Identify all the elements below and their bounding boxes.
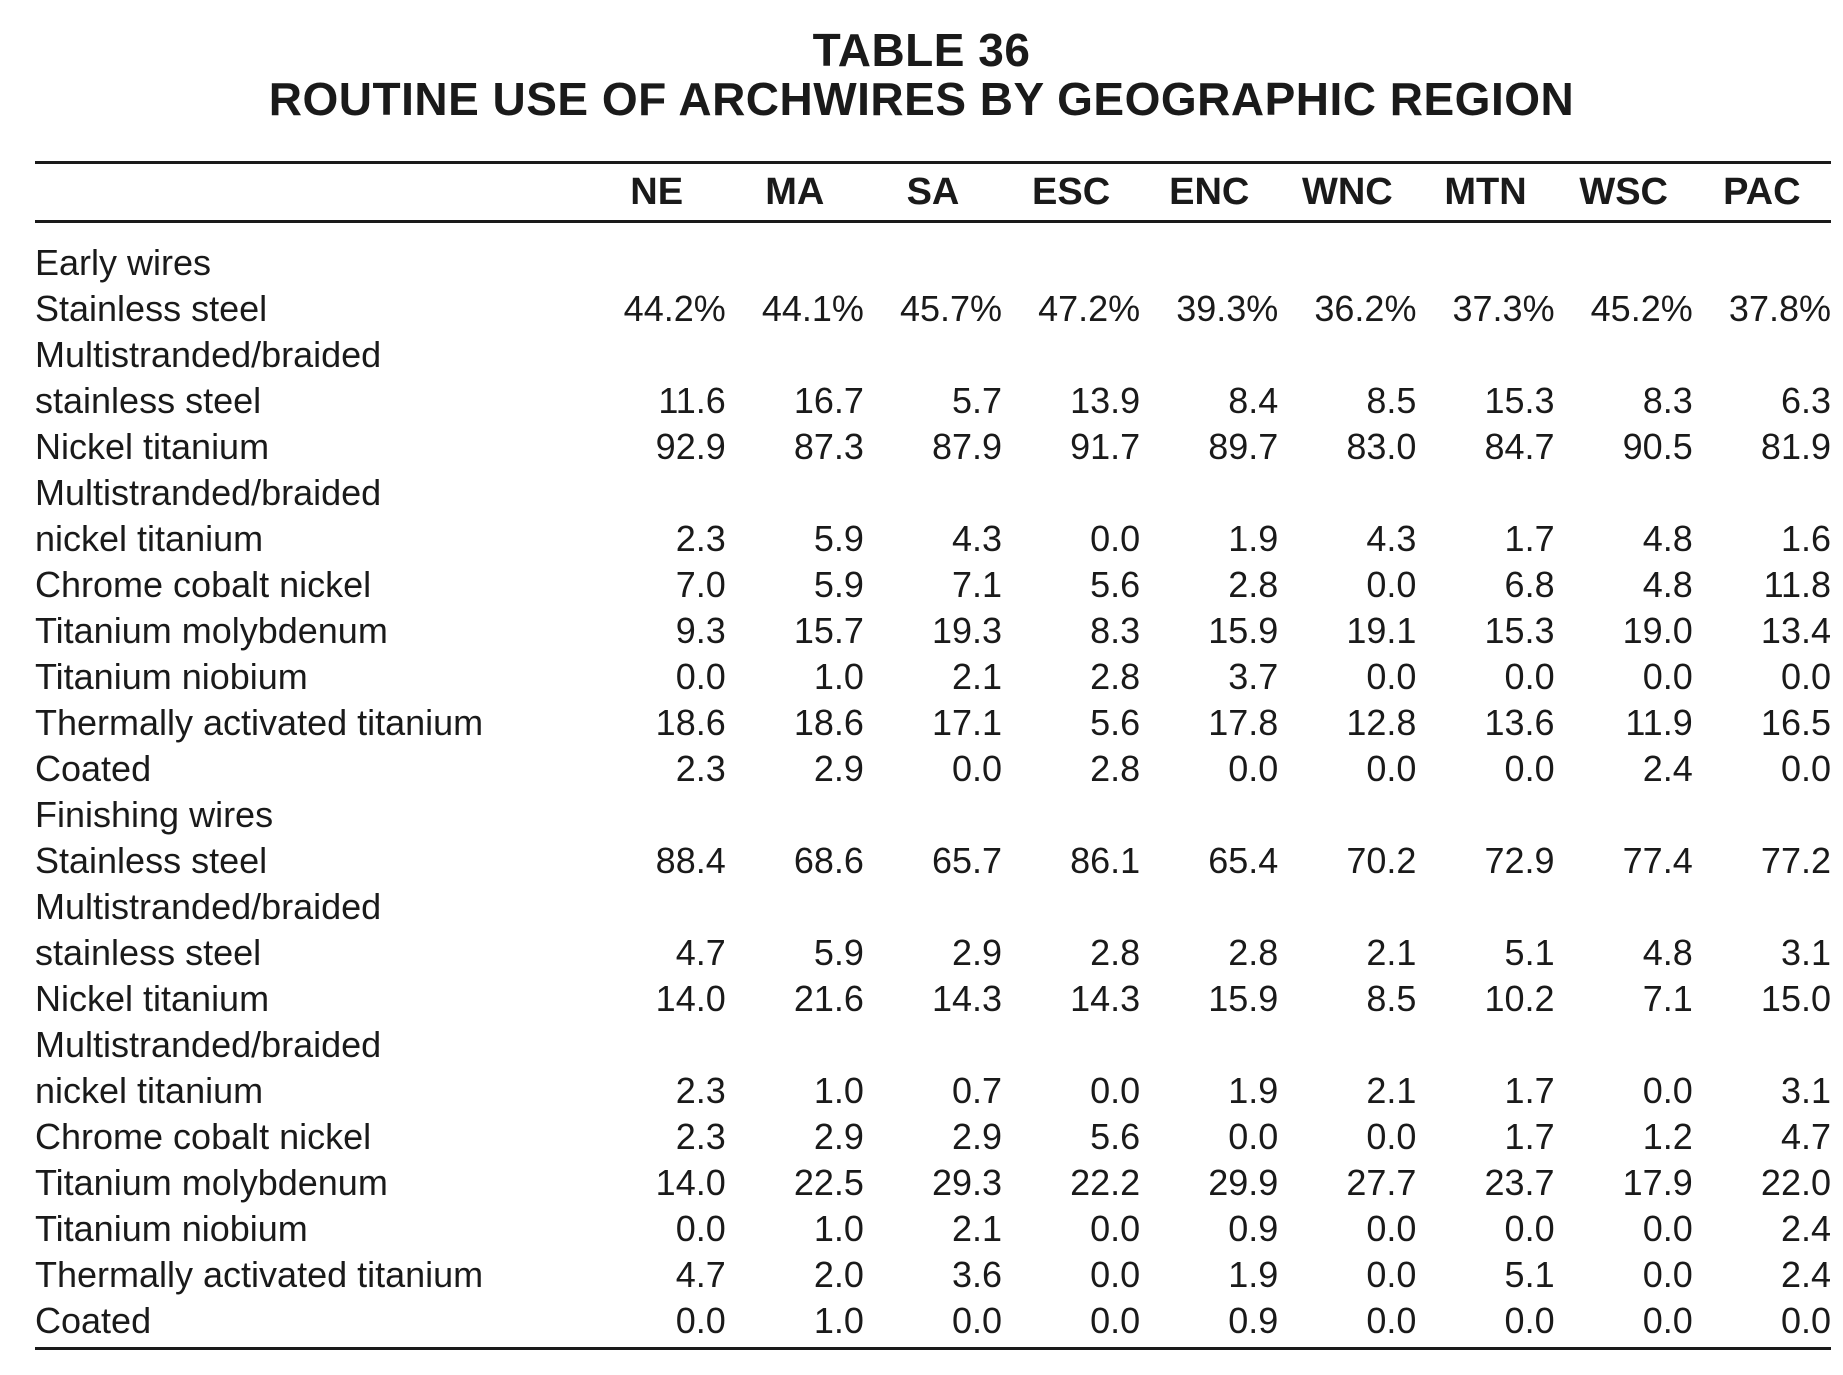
value-cell: 0.9: [1228, 1208, 1279, 1249]
table-row: [35, 654, 1831, 700]
empty-cell: [864, 220, 1002, 240]
value-cell: 0.0: [1504, 1208, 1555, 1249]
value-cell: 0.0: [1090, 1300, 1141, 1341]
row-label: Titanium niobium: [35, 1208, 308, 1249]
value-cell: 5.1: [1504, 932, 1555, 973]
table-row: [35, 1252, 1831, 1298]
value-cell: 5.6: [1090, 564, 1141, 605]
empty-cell: [1416, 884, 1554, 930]
value-cell: 47.2%: [1038, 288, 1141, 329]
value-cell: 15.7: [793, 610, 864, 651]
empty-cell: [1555, 884, 1693, 930]
value-cell: 65.4: [1208, 840, 1279, 881]
value-cell: 0.0: [1780, 1300, 1831, 1341]
value-cell: 0.0: [951, 748, 1003, 789]
empty-cell: [1278, 1022, 1416, 1068]
value-cell: 1.6: [1780, 518, 1831, 559]
value-cell: 3.6: [951, 1254, 1003, 1295]
value-cell: 13.6: [1484, 702, 1555, 743]
value-cell: 4.8: [1642, 932, 1693, 973]
value-cell: 22.2: [1070, 1162, 1141, 1203]
empty-cell: [1002, 792, 1140, 838]
value-cell: 44.1%: [761, 288, 864, 329]
value-cell: 2.9: [951, 1116, 1003, 1157]
value-cell: 15.3: [1484, 610, 1555, 651]
row-label: Titanium molybdenum: [35, 1162, 388, 1203]
table-row: [35, 1206, 1831, 1252]
empty-cell: [1278, 332, 1416, 378]
empty-cell: [726, 884, 864, 930]
value-cell: 5.7: [951, 380, 1003, 421]
value-cell: 2.9: [813, 748, 864, 789]
empty-cell: [1693, 470, 1831, 516]
empty-cell: [1140, 220, 1278, 240]
value-cell: 45.7%: [899, 288, 1003, 329]
empty-cell: [1140, 1022, 1278, 1068]
row-label: Multistranded/braided: [35, 334, 382, 375]
value-cell: 0.0: [1090, 1208, 1141, 1249]
table-body: [35, 220, 1831, 1344]
value-cell: 4.7: [1780, 1116, 1831, 1157]
table-row-label: [35, 332, 1831, 378]
empty-cell: [588, 792, 726, 838]
value-cell: 11.9: [1625, 702, 1693, 743]
value-cell: 1.0: [813, 1300, 864, 1341]
empty-cell: [1416, 470, 1554, 516]
row-label-continued: stainless steel: [35, 380, 262, 421]
row-label: Stainless steel: [35, 840, 268, 881]
value-cell: 91.7: [1070, 426, 1141, 467]
empty-cell: [1555, 1022, 1693, 1068]
value-cell: 84.7: [1484, 426, 1555, 467]
table-row: [35, 608, 1831, 654]
empty-cell: [1693, 884, 1831, 930]
value-cell: 2.8: [1228, 932, 1279, 973]
archwire-table: [35, 164, 1831, 1344]
value-cell: 15.9: [1208, 978, 1279, 1019]
value-cell: 22.5: [793, 1162, 864, 1203]
value-cell: 0.0: [1504, 1300, 1555, 1341]
empty-cell: [1002, 220, 1140, 240]
value-cell: 8.5: [1366, 380, 1417, 421]
table-row: [35, 1298, 1831, 1344]
value-cell: 1.9: [1228, 518, 1279, 559]
empty-cell: [726, 220, 864, 240]
row-label: Multistranded/braided: [35, 1024, 382, 1065]
value-cell: 29.3: [931, 1162, 1003, 1203]
empty-cell: [1693, 1022, 1831, 1068]
value-cell: 8.3: [1090, 610, 1141, 651]
value-cell: 22.0: [1760, 1162, 1831, 1203]
empty-cell: [864, 884, 1002, 930]
column-header: SA: [906, 171, 960, 213]
row-label: Stainless steel: [35, 288, 268, 329]
section-row: [35, 792, 1831, 838]
empty-cell: [1002, 884, 1140, 930]
value-cell: 0.0: [1366, 564, 1417, 605]
empty-cell: [726, 1022, 864, 1068]
empty-cell: [864, 792, 1002, 838]
value-cell: 19.1: [1346, 610, 1417, 651]
spacer-row: [35, 220, 1831, 240]
value-cell: 17.1: [931, 702, 1003, 743]
value-cell: 1.0: [813, 1208, 864, 1249]
value-cell: 8.4: [1228, 380, 1279, 421]
table-row: [35, 378, 1831, 424]
value-cell: 0.9: [1228, 1300, 1279, 1341]
row-label: Multistranded/braided: [35, 472, 382, 513]
empty-cell: [1278, 220, 1416, 240]
value-cell: 7.1: [951, 564, 1003, 605]
value-cell: 45.2%: [1590, 288, 1693, 329]
value-cell: 11.6: [658, 380, 726, 421]
row-label: Chrome cobalt nickel: [35, 564, 372, 605]
empty-cell: [1555, 470, 1693, 516]
value-cell: 1.7: [1504, 518, 1555, 559]
empty-cell: [1555, 220, 1693, 240]
value-cell: 0.0: [1090, 1070, 1141, 1111]
value-cell: 2.1: [951, 656, 1003, 697]
table-row: [35, 976, 1831, 1022]
empty-cell: [1140, 470, 1278, 516]
value-cell: 14.3: [931, 978, 1003, 1019]
value-cell: 9.3: [675, 610, 726, 651]
empty-cell: [1693, 240, 1831, 286]
empty-cell: [1416, 220, 1554, 240]
empty-cell: [726, 792, 864, 838]
value-cell: 15.3: [1484, 380, 1555, 421]
table-row: [35, 1068, 1831, 1114]
empty-cell: [1140, 240, 1278, 286]
value-cell: 7.0: [675, 564, 726, 605]
value-cell: 2.4: [1642, 748, 1693, 789]
value-cell: 77.2: [1760, 840, 1831, 881]
value-cell: 87.3: [793, 426, 864, 467]
empty-cell: [1002, 332, 1140, 378]
value-cell: 4.7: [675, 932, 726, 973]
section-label: Finishing wires: [35, 794, 274, 835]
row-label: Titanium niobium: [35, 656, 308, 697]
value-cell: 27.7: [1346, 1162, 1417, 1203]
value-cell: 0.0: [1504, 748, 1555, 789]
value-cell: 0.0: [1228, 748, 1279, 789]
value-cell: 0.0: [1366, 1300, 1417, 1341]
value-cell: 1.0: [813, 1070, 864, 1111]
value-cell: 15.9: [1208, 610, 1279, 651]
empty-cell: [864, 240, 1002, 286]
value-cell: 39.3%: [1176, 288, 1279, 329]
value-cell: 0.0: [1366, 1254, 1417, 1295]
empty-cell: [726, 332, 864, 378]
value-cell: 2.8: [1090, 748, 1141, 789]
value-cell: 16.5: [1760, 702, 1831, 743]
empty-cell: [1278, 792, 1416, 838]
value-cell: 8.3: [1642, 380, 1693, 421]
value-cell: 7.1: [1642, 978, 1693, 1019]
value-cell: 2.3: [675, 748, 726, 789]
value-cell: 2.4: [1780, 1208, 1831, 1249]
empty-cell: [1693, 220, 1831, 240]
column-header: MA: [765, 171, 825, 213]
table-row-label: [35, 884, 1831, 930]
table-row: [35, 516, 1831, 562]
row-label-continued: stainless steel: [35, 932, 262, 973]
value-cell: 5.1: [1504, 1254, 1555, 1295]
column-header: ENC: [1169, 171, 1250, 213]
row-label: Titanium molybdenum: [35, 610, 388, 651]
value-cell: 2.3: [675, 1116, 726, 1157]
empty-cell: [1416, 1022, 1554, 1068]
value-cell: 0.0: [1642, 1300, 1693, 1341]
value-cell: 44.2%: [623, 288, 726, 329]
section-row: [35, 240, 1831, 286]
value-cell: 5.6: [1090, 1116, 1141, 1157]
value-cell: 18.6: [793, 702, 864, 743]
value-cell: 1.7: [1504, 1070, 1555, 1111]
value-cell: 0.0: [675, 1208, 726, 1249]
empty-cell: [588, 470, 726, 516]
value-cell: 0.0: [1780, 748, 1831, 789]
value-cell: 29.9: [1208, 1162, 1279, 1203]
empty-cell: [864, 332, 1002, 378]
table-row: [35, 838, 1831, 884]
table-row: [35, 286, 1831, 332]
table-row: [35, 700, 1831, 746]
value-cell: 0.0: [1366, 748, 1417, 789]
value-cell: 0.0: [675, 656, 726, 697]
empty-cell: [1416, 240, 1554, 286]
value-cell: 12.8: [1346, 702, 1417, 743]
value-cell: 70.2: [1346, 840, 1417, 881]
value-cell: 1.9: [1228, 1254, 1279, 1295]
value-cell: 14.3: [1070, 978, 1141, 1019]
row-label: Thermally activated titanium: [35, 1254, 484, 1295]
value-cell: 17.9: [1622, 1162, 1693, 1203]
value-cell: 18.6: [655, 702, 726, 743]
value-cell: 3.1: [1780, 1070, 1831, 1111]
value-cell: 0.0: [1366, 1116, 1417, 1157]
empty-cell: [1416, 792, 1554, 838]
value-cell: 23.7: [1484, 1162, 1555, 1203]
value-cell: 0.0: [1366, 656, 1417, 697]
table-row: [35, 562, 1831, 608]
value-cell: 88.4: [655, 840, 726, 881]
table-row: [35, 746, 1831, 792]
value-cell: 4.3: [951, 518, 1003, 559]
empty-cell: [1555, 240, 1693, 286]
value-cell: 5.9: [813, 932, 864, 973]
empty-cell: [1555, 332, 1693, 378]
row-label: Multistranded/braided: [35, 886, 382, 927]
value-cell: 6.8: [1504, 564, 1555, 605]
row-label: Nickel titanium: [35, 978, 270, 1019]
empty-cell: [1002, 470, 1140, 516]
value-cell: 37.3%: [1452, 288, 1555, 329]
value-cell: 19.3: [931, 610, 1003, 651]
table-row: [35, 1160, 1831, 1206]
value-cell: 21.6: [793, 978, 864, 1019]
value-cell: 19.0: [1622, 610, 1693, 651]
value-cell: 0.0: [1642, 1070, 1693, 1111]
empty-cell: [1140, 792, 1278, 838]
value-cell: 5.9: [813, 518, 864, 559]
value-cell: 0.7: [951, 1070, 1003, 1111]
row-label: Nickel titanium: [35, 426, 270, 467]
empty-cell: [588, 1022, 726, 1068]
value-cell: 10.2: [1484, 978, 1555, 1019]
empty-cell: [588, 220, 726, 240]
row-label: Coated: [35, 1300, 152, 1341]
value-cell: 3.1: [1780, 932, 1831, 973]
value-cell: 77.4: [1622, 840, 1693, 881]
value-cell: 1.0: [813, 656, 864, 697]
value-cell: 1.9: [1228, 1070, 1279, 1111]
value-cell: 5.6: [1090, 702, 1141, 743]
empty-cell: [1555, 792, 1693, 838]
value-cell: 0.0: [1642, 1254, 1693, 1295]
table-row: [35, 424, 1831, 470]
row-label: Thermally activated titanium: [35, 702, 484, 743]
empty-cell: [588, 884, 726, 930]
value-cell: 2.3: [675, 1070, 726, 1111]
empty-cell: [35, 220, 588, 240]
column-header: WSC: [1579, 171, 1668, 213]
row-label-continued: nickel titanium: [35, 518, 264, 559]
value-cell: 2.1: [1366, 1070, 1417, 1111]
value-cell: 89.7: [1208, 426, 1279, 467]
value-cell: 14.0: [655, 978, 726, 1019]
empty-cell: [726, 240, 864, 286]
header-corner: [35, 164, 588, 220]
value-cell: 0.0: [1366, 1208, 1417, 1249]
value-cell: 92.9: [655, 426, 726, 467]
value-cell: 2.1: [1366, 932, 1417, 973]
column-header: MTN: [1444, 171, 1527, 213]
empty-cell: [1416, 332, 1554, 378]
value-cell: 81.9: [1760, 426, 1831, 467]
value-cell: 4.8: [1642, 518, 1693, 559]
value-cell: 36.2%: [1314, 288, 1417, 329]
value-cell: 65.7: [931, 840, 1003, 881]
value-cell: 0.0: [675, 1300, 726, 1341]
column-header: PAC: [1723, 171, 1801, 213]
empty-cell: [1002, 1022, 1140, 1068]
value-cell: 0.0: [1780, 656, 1831, 697]
value-cell: 2.8: [1228, 564, 1279, 605]
value-cell: 2.0: [813, 1254, 864, 1295]
empty-cell: [1140, 884, 1278, 930]
value-cell: 13.4: [1760, 610, 1831, 651]
value-cell: 2.4: [1780, 1254, 1831, 1295]
table-row: [35, 930, 1831, 976]
value-cell: 0.0: [1504, 656, 1555, 697]
table-row-label: [35, 1022, 1831, 1068]
value-cell: 2.3: [675, 518, 726, 559]
value-cell: 1.7: [1504, 1116, 1555, 1157]
column-header: ESC: [1032, 171, 1111, 213]
value-cell: 90.5: [1622, 426, 1693, 467]
value-cell: 15.0: [1760, 978, 1831, 1019]
value-cell: 72.9: [1484, 840, 1555, 881]
value-cell: 0.0: [951, 1300, 1003, 1341]
value-cell: 37.8%: [1728, 288, 1831, 329]
value-cell: 4.3: [1366, 518, 1417, 559]
value-cell: 83.0: [1346, 426, 1417, 467]
row-label: Coated: [35, 748, 152, 789]
bottom-rule: [35, 1347, 1831, 1350]
empty-cell: [588, 240, 726, 286]
empty-cell: [1278, 240, 1416, 286]
table-number: TABLE 36: [812, 24, 1031, 76]
value-cell: 1.2: [1642, 1116, 1693, 1157]
value-cell: 11.8: [1763, 564, 1831, 605]
row-label: Chrome cobalt nickel: [35, 1116, 372, 1157]
table-row: [35, 1114, 1831, 1160]
empty-cell: [1002, 240, 1140, 286]
value-cell: 2.8: [1090, 932, 1141, 973]
section-label: Early wires: [35, 242, 212, 283]
empty-cell: [1278, 470, 1416, 516]
value-cell: 17.8: [1208, 702, 1279, 743]
column-header: NE: [630, 171, 684, 213]
value-cell: 4.7: [675, 1254, 726, 1295]
value-cell: 86.1: [1070, 840, 1141, 881]
value-cell: 13.9: [1070, 380, 1141, 421]
value-cell: 87.9: [931, 426, 1003, 467]
value-cell: 0.0: [1642, 1208, 1693, 1249]
empty-cell: [1693, 332, 1831, 378]
row-label-continued: nickel titanium: [35, 1070, 264, 1111]
value-cell: 8.5: [1366, 978, 1417, 1019]
value-cell: 0.0: [1090, 518, 1141, 559]
table-row-label: [35, 470, 1831, 516]
header-row: [35, 164, 1831, 220]
empty-cell: [864, 470, 1002, 516]
value-cell: 3.7: [1228, 656, 1279, 697]
empty-cell: [1693, 792, 1831, 838]
value-cell: 2.8: [1090, 656, 1141, 697]
empty-cell: [1278, 884, 1416, 930]
value-cell: 0.0: [1228, 1116, 1279, 1157]
empty-cell: [864, 1022, 1002, 1068]
value-cell: 16.7: [793, 380, 864, 421]
value-cell: 0.0: [1642, 656, 1693, 697]
table-caption: ROUTINE USE OF ARCHWIRES BY GEOGRAPHIC REGION: [268, 73, 1575, 125]
value-cell: 6.3: [1780, 380, 1831, 421]
value-cell: 2.9: [951, 932, 1003, 973]
table-title: [0, 26, 1843, 124]
empty-cell: [588, 332, 726, 378]
value-cell: 4.8: [1642, 564, 1693, 605]
value-cell: 2.9: [813, 1116, 864, 1157]
empty-cell: [726, 470, 864, 516]
column-header: WNC: [1302, 171, 1393, 213]
value-cell: 14.0: [655, 1162, 726, 1203]
empty-cell: [1140, 332, 1278, 378]
value-cell: 5.9: [813, 564, 864, 605]
value-cell: 68.6: [793, 840, 864, 881]
value-cell: 0.0: [1090, 1254, 1141, 1295]
value-cell: 2.1: [951, 1208, 1003, 1249]
